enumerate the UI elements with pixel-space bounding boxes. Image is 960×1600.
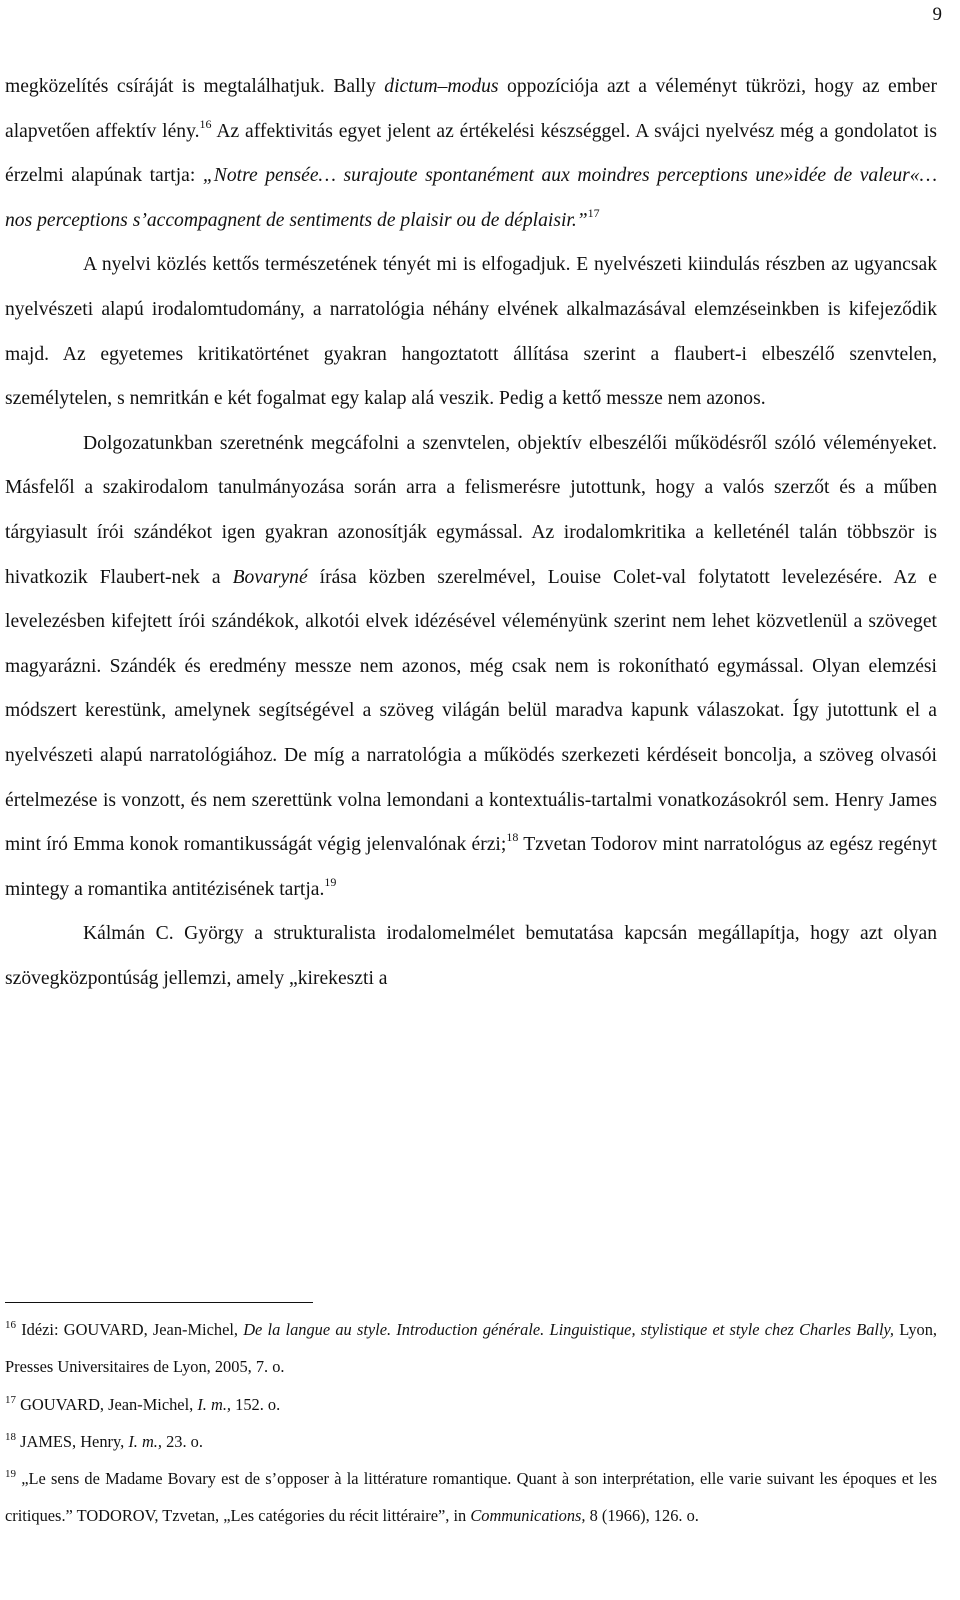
footnote-number: 18 <box>5 1430 16 1443</box>
footnote-number: 19 <box>5 1468 16 1481</box>
text-run: Dolgozatunkban szeretnénk megcáfolni a szenvtelen, objektív elbeszélői működésről szóló véleményeket. Másfelől a szakirodalom tanulmányozása során arra a felismerésre jutottunk, hogy a valós szerzőt és a műben tárgyiasult írói szándékot igen gyakran azonosítják egymással. Az irodalomkritika a kelleténél talán többször is hivatkozik Flaubert-nek a <box>5 432 937 588</box>
page-number: 9 <box>932 4 942 25</box>
footnote-text: 23. o. <box>162 1431 203 1451</box>
footnote-text: 152. o. <box>231 1394 281 1414</box>
footnote-ref-18: 18 <box>506 830 519 845</box>
footnote-17 <box>5 1386 937 1423</box>
footnote-text: JAMES, Henry, <box>16 1431 129 1451</box>
footnote-number: 17 <box>5 1393 16 1406</box>
footnote-16 <box>5 1311 937 1386</box>
footnote-italic: Communications, <box>470 1506 586 1526</box>
paragraph-1 <box>5 65 937 243</box>
text-run: Tzvetan Todorov mint narratológus az egész regényt mintegy a romantika antitézisének tartja. <box>5 834 937 900</box>
footnote-text: Lyon, Presses Universitaires de Lyon, 2005, 7. o. <box>5 1320 938 1377</box>
footnote-text: GOUVARD, Jean-Michel, <box>16 1394 198 1414</box>
footnote-separator <box>5 1302 313 1303</box>
footnote-text: „Le sens de Madame Bovary est de s’opposer à la littérature romantique. Quant à son interprétation, elle varie suivant les époques et les critiques.” TODOROV, Tzvetan, „Les catégories du récit littéraire”, in <box>5 1469 937 1526</box>
paragraph-4: Kálmán C. György a strukturalista irodalomelmélet bemutatása kapcsán megállapítja, hogy azt olyan szövegközpontúság jellemzi, amely „kirekeszti a <box>5 923 937 989</box>
text-run: Az affektivitás egyet jelent az értékelési készséggel. A svájci nyelvész még a gondolatot is érzelmi alapúnak tartja: <box>5 120 938 187</box>
body-text <box>5 65 937 1001</box>
text-run: megközelítés csíráját is megtalálhatjuk. Bally <box>5 76 385 97</box>
french-quote: „Notre pensée… surajoute spontanément aux moindres perceptions une»idée de valeur«… nos perceptions s’accompagnent de sentiments de plaisir ou de déplaisir.” <box>5 165 937 231</box>
text-run: oppozíciója azt a véleményt tükrözi, hogy az ember alapvetően affektív lény. <box>5 76 937 142</box>
footnote-19 <box>5 1460 937 1535</box>
footnote-text: 8 (1966), 126. o. <box>585 1506 699 1526</box>
text-run: írása közben szerelmével, Louise Colet-val folytatott levelezésére. Az e levelezésben kifejtett írói szándékok, alkotói elvek idézésével véleményünk szerint nem lehet közvetlenül a szöveget magyarázni. Szándék és eredmény messze nem azonos, még csak nem is rokonítható egymással. Olyan elemzési módszert kerestünk, amelynek segítségével a szöveg világán belül maradva kapunk válaszokat. Így jutottunk el a nyelvészeti alapú narratológiához. De míg a narratológia a működés szerkezeti kérdéseit boncolja, a szöveg olvasói értelmezése is vonzott, és nem szerettünk volna lemondani a kontextuális-tartalmi vonatkozásokról sem. Henry James mint író Emma konok romantikusságát végig jelenvalónak érzi; <box>5 566 937 856</box>
italic-term: dictum–modus <box>384 76 499 97</box>
paragraph-2: A nyelvi közlés kettős természetének tényét mi is elfogadjuk. E nyelvészeti kiindulás részben az ugyancsak nyelvészeti alapú irodalomtudomány, a narratológia néhány elvének alkalmazásával elemzéseinkben is kifejeződik majd. Az egyetemes kritikatörténet gyakran hangoztatott állítása szerint a flaubert-i elbeszélő szenvtelen, személytelen, s nemritkán e két fogalmat egy kalap alá veszik. Pedig a kettő messze nem azonos. <box>5 254 937 410</box>
italic-title: Bovaryné <box>232 566 308 588</box>
footnote-number: 16 <box>5 1319 16 1331</box>
footnote-italic: I. m., <box>128 1431 162 1451</box>
footnote-text: Idézi: GOUVARD, Jean-Michel, <box>16 1320 244 1339</box>
footnote-italic: De la langue au style. Introduction générale. Linguistique, stylistique et style chez Charles Bally, <box>243 1320 894 1339</box>
paragraph-3 <box>5 422 937 913</box>
footnote-italic: I. m., <box>197 1394 232 1414</box>
footnotes <box>5 1311 937 1535</box>
footnote-ref-17: 17 <box>587 205 600 220</box>
footnote-ref-16: 16 <box>199 116 212 131</box>
footnote-18 <box>5 1423 937 1460</box>
footnote-ref-19: 19 <box>324 874 337 889</box>
